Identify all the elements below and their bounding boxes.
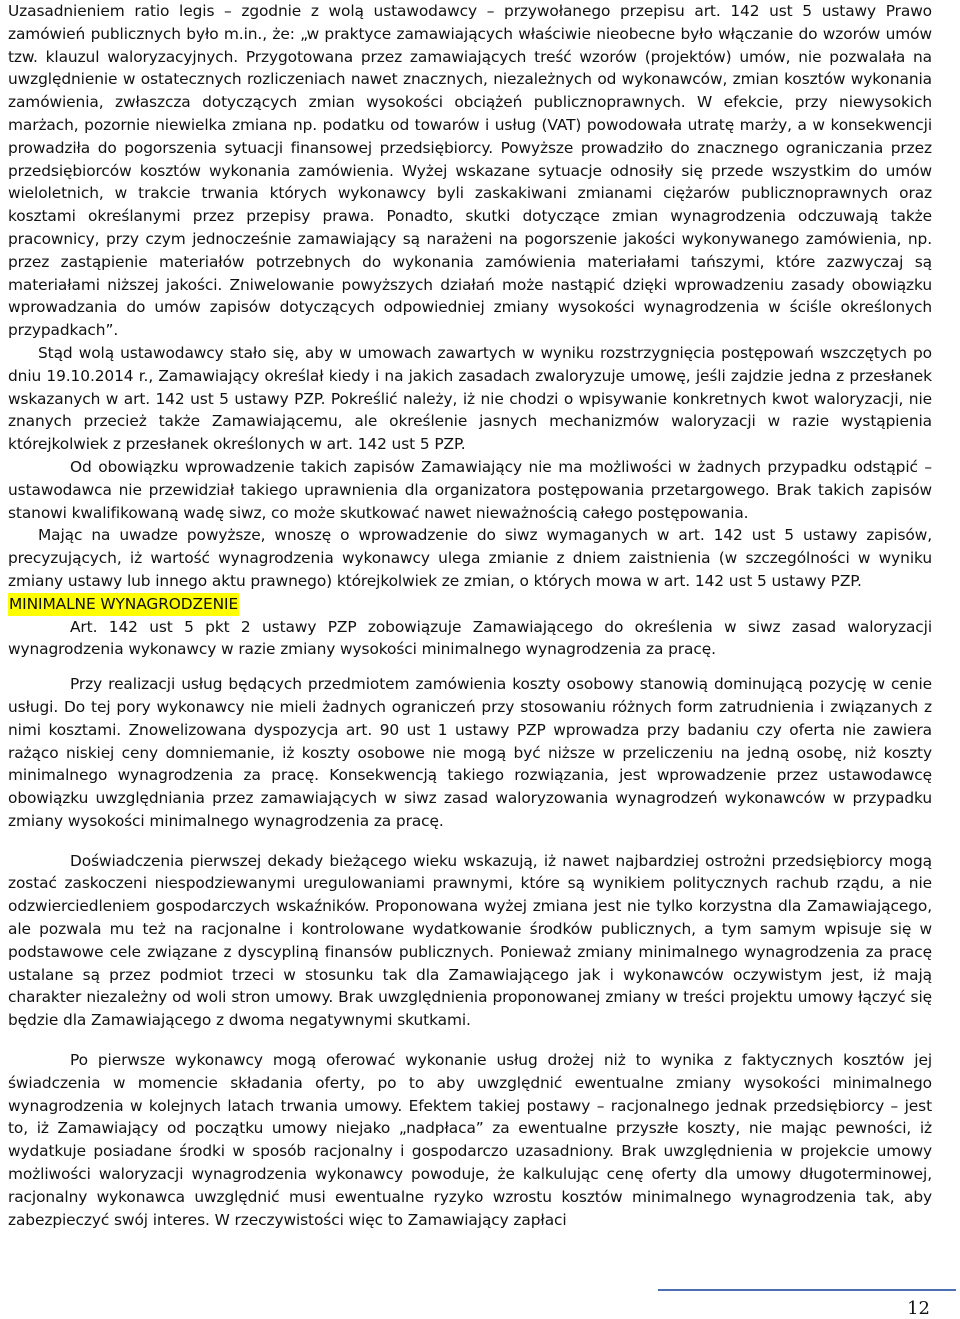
paragraph-1: Uzasadnieniem ratio legis – zgodnie z wolą ustawodawcy – przywołanego przepisu art. 142 ust 5 ustawy Prawo zamówień publicznych było m.in., że: „w praktyce zamawiających właściwie nieobecne było włączanie do wzorów umów tzw. klauzul waloryzacyjnych. Przygotowana przez zamawiających treść wzorów (projektów) umów, nie pozwalała na uwzględnienie w ostatecznych rozliczeniach nawet znacznych, niezależnych od wykonawców, zmian kosztów wykonania zamówienia, zwłaszcza dotyczących zmian wysokości obciążeń publicznoprawnych. W efekcie, przy niewysokich marżach, pozornie niewielka zmiana np. podatku od towarów i usług (VAT) powodowała utratę marży, a w konsekwencji prowadziła do pogorszenia sytuacji finansowej przedsiębiorcy. Powyższe prowadziło do znacznego ograniczania przez przedsiębiorców kosztów wykonania zamówienia. Wyżej wskazane sytuacje odnosiły się przede wszystkim do umów wieloletnich, w trakcie trwania których wykonawcy byli zaskakiwani zmianami ciężarów publicznoprawnych oraz kosztami określanymi przez przepisy prawa. Ponadto, skutki dotyczące zmian wynagrodzenia odczuwają także pracownicy, przy czym jednocześnie zamawiający są narażeni na pogorszenie jakości wykonywanego zamówienia, np. przez zastąpienie materiałów potrzebnych do wykonania zamówienia materiałami tańszymi, które zazwyczaj są materiałami niższej jakości. Zniwelowanie powyższych działań może nastąpić dzięki wprowadzeniu zasady obowiązku wprowadzania do umów zapisów dotyczących odpowiedniej zmiany wysokości wynagrodzenia w ściśle określonych przypadkach”. <box>8 2 932 340</box>
paragraph-3: Od obowiązku wprowadzenie takich zapisów Zamawiający nie ma możliwości w żadnych przypadku odstąpić – ustawodawca nie przewidział takiego uprawnienia dla organizatora postępowania przetargowego. Brak takich zapisów stanowi kwalifikowaną wadę siwz, co może skutkować nawet nieważnością całego postępowania. <box>8 457 932 522</box>
paragraph-7: Przy realizacji usług będących przedmiotem zamówienia koszty osobowy stanowią dominującą pozycję w cenie usługi. Do tej pory wykonawcy nie mieli żadnych ograniczeń przy stosowaniu różnych form zatrudnienia i związanych z nimi kosztami. Znowelizowana dyspozycja art. 90 ust 1 ustawy PZP wprowadza przy badaniu czy oferta nie zawiera rażąco niskiej ceny domniemanie, iż koszty osobowe nie mogą być niższe w przeliczeniu na jedną osobę, niż koszty minimalnego wynagrodzenia za pracę. Konsekwencją takiego rozwiązania, jest wprowadzenie przez ustawodawcę obowiązku uwzględniania przez zamawiających w siwz zasad waloryzowania wynagrodzeń wykonawców w przypadku zmiany wysokości minimalnego wynagrodzenia za pracę. <box>8 675 932 830</box>
page-number: 12 <box>907 1298 930 1319</box>
paragraph-6: Art. 142 ust 5 pkt 2 ustawy PZP zobowiązuje Zamawiającego do określenia w siwz zasad waloryzacji wynagrodzenia wykonawcy w razie zmiany wysokości minimalnego wynagrodzenia za pracę. <box>8 617 932 659</box>
paragraph-8: Doświadczenia pierwszej dekady bieżącego wieku wskazują, iż nawet najbardziej ostrożni przedsiębiorcy mogą zostać zaskoczeni niespodziewanymi uregulowaniami prawnymi, które są wynikiem politycznych rachub rządu, a nie odzwierciedleniem gospodarczych wskaźników. Proponowana wyżej zmiana jest nie tylko korzystna dla Zamawiającego, ale pozwala mu też na racjonalne i kontrolowane wydatkowanie środków publicznych, a tym samym wpisuje się w podstawowe cele związane z dyscypliną finansów publicznych. Ponieważ zmiany minimalnego wynagrodzenia za pracę ustalane są przez podmiot trzeci w stosunku tak dla Zamawiającego jak i wykonawców oczywistym jest, iż mają charakter niezależny od woli stron umowy. Brak uwzględnienia proponowanej zmiany w treści projektu umowy łączyć się będzie dla Zamawiającego z dwoma negatywnymi skutkami. <box>8 851 932 1030</box>
section-heading-row <box>8 593 932 616</box>
footer-rule <box>658 1289 956 1291</box>
document-page <box>8 0 932 1231</box>
paragraph-2: Stąd wolą ustawodawcy stało się, aby w umowach zawartych w wyniku rozstrzygnięcia postępowań wszczętych po dniu 19.10.2014 r., Zamawiający określał kiedy i na jakich zasadach zwaloryzuje umowę, jeśli zajdzie jedna z przesłanek wskazanych w art. 142 ust 5 ustawy PZP. Pokreślić należy, iż nie chodzi o wpisywanie konkretnych kwot waloryzacji, nie znanych przecież także Zamawiającemu, ale określenie jasnych mechanizmów waloryzacji w razie wystąpienia którejkolwiek z przesłanek określonych w art. 142 ust 5 PZP. <box>8 343 932 454</box>
paragraph-4: Mając na uwadze powyższe, wnoszę o wprowadzenie do siwz wymaganych w art. 142 ust 5 ustawy zapisów, precyzujących, iż wartość wynagrodzenia wykonawcy ulega zmianie z dniem zaistnienia (w szczególności w wyniku zmiany ustawy lub innego aktu prawnego) którejkolwiek ze zmian, o których mowa w art. 142 ust 5 ustawy PZP. <box>8 526 932 590</box>
section-heading: MINIMALNE WYNAGRODZENIE <box>8 593 239 616</box>
paragraph-9: Po pierwsze wykonawcy mogą oferować wykonanie usług drożej niż to wynika z faktycznych kosztów jej świadczenia w momencie składania oferty, po to aby uwzględnić ewentualne zmiany wysokości minimalnego wynagrodzenia w kolejnych latach trwania umowy. Efektem takiej postawy – racjonalnego jednak przedsiębiorcy – jest to, iż Zamawiający od początku umowy niejako „nadpłaca” za ewentualne przyszłe koszty, nie mając pewności, iż wydatkuje posiadane środki w sposób racjonalny i gospodarczo uzasadniony. Brak uwzględnienia w projekcie umowy możliwości waloryzacji wynagrodzenia wykonawcy powoduje, że kalkulując cenę oferty dla umowy długoterminowej, racjonalny wykonawca uwzględnić musi ewentualne ryzyko wzrostu kosztów minimalnego wynagrodzenia tak, aby zabezpieczyć swój interes. W rzeczywistości więc to Zamawiający zapłaci <box>8 1051 932 1229</box>
